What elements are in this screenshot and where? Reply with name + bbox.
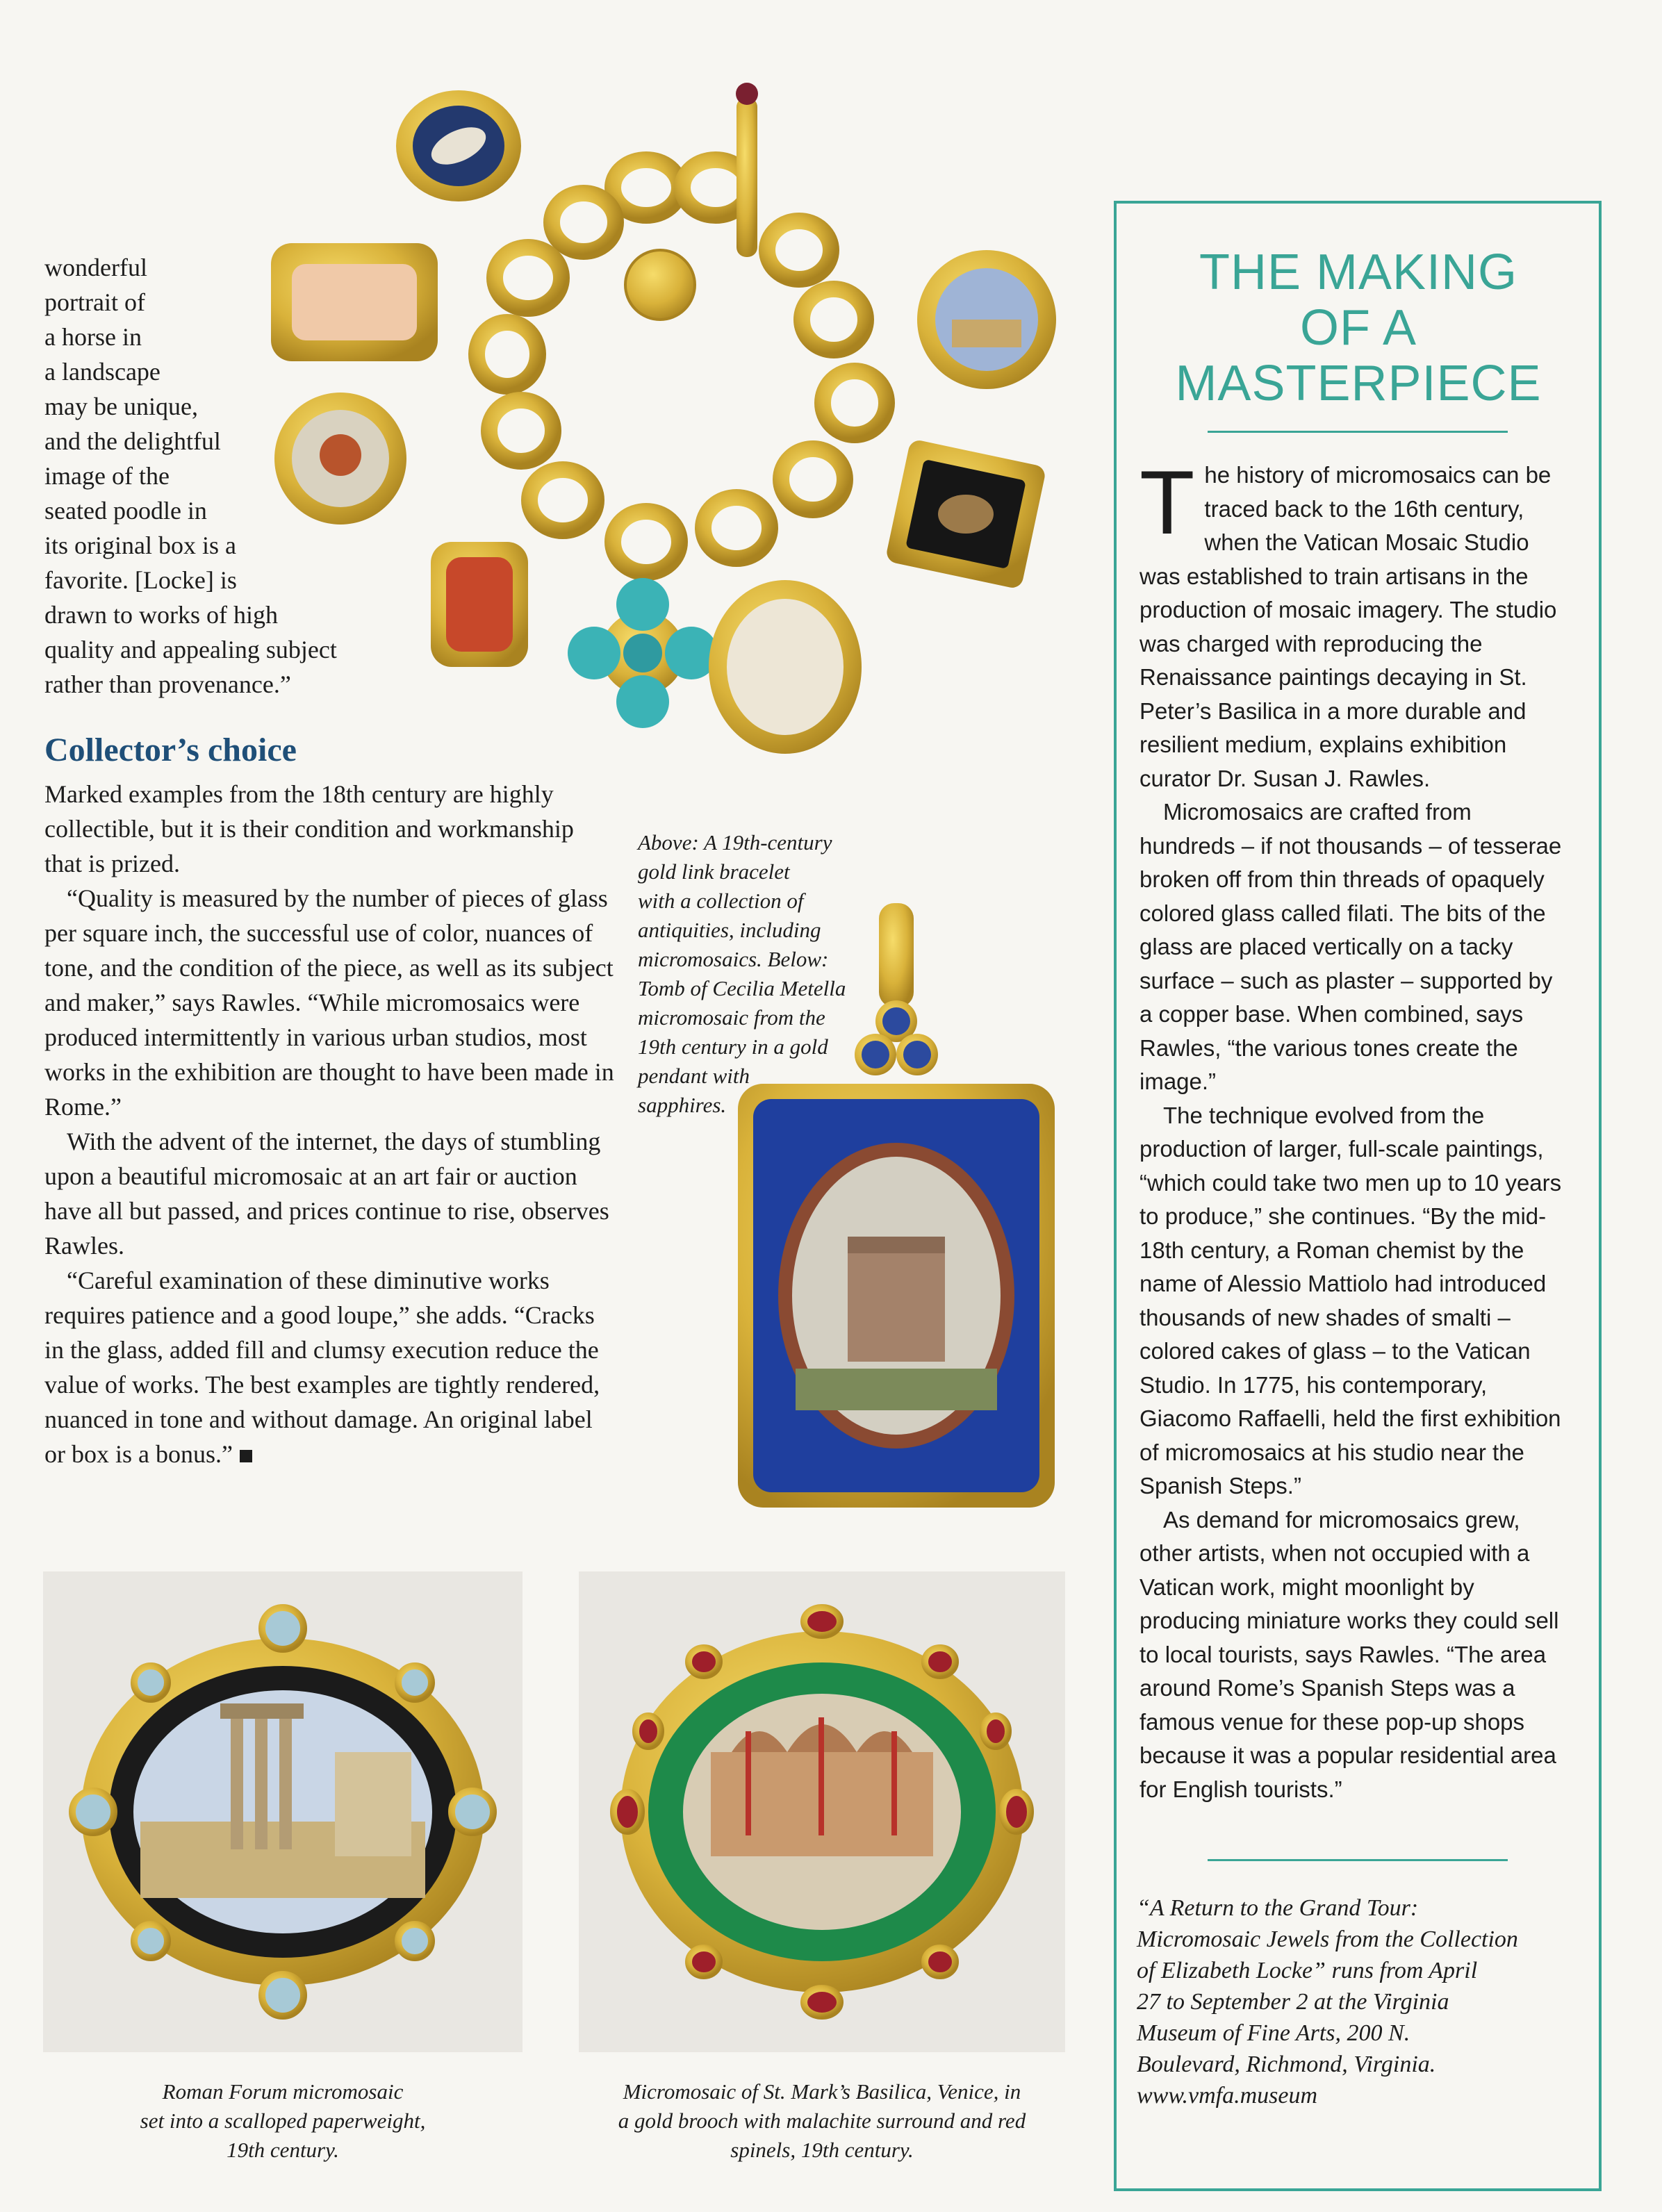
body-paragraph: With the advent of the internet, the days of stumbling upon a beautiful micromosaic at an art fair or auction have all but passed, and prices continue to rise, observes Rawles. <box>44 1128 609 1260</box>
section-body <box>44 777 614 1471</box>
roman-forum-caption <box>43 2077 523 2165</box>
caption-line: pendant with <box>638 1064 750 1088</box>
caption-line: Above: A 19th-century <box>638 830 832 855</box>
sidebar-paragraph: The technique evolved from the production of larger, full-scale paintings, “which could take two men up to 10 years to produce,” she continues. “By the mid-18th century, a Roman chemist by the name of Alessio Mattiolo had introduced thousands of new shades of smalti – colored cakes of glass – to the Vatican Studio. In 1775, his contemporary, Giacomo Raffaelli, held the first exhibition of micromosaics at his studio near the Spanish Steps.” <box>1139 1102 1562 1499</box>
sidebar-top-rule <box>1208 431 1508 433</box>
dropcap: T <box>1139 452 1195 553</box>
intro-line: favorite. [Locke] is <box>44 566 237 594</box>
exhibition-note-line: 27 to September 2 at the Virginia <box>1137 1989 1449 2015</box>
intro-line: drawn to works of high <box>44 601 278 629</box>
sidebar-paragraph: As demand for micromosaics grew, other artists, when not occupied with a Vatican work, might moonlight by producing miniature works they could sell to local tourists, says Rawles. “The area around Rome’s Spanish Steps was a famous venue for these pop-up shops because it was a popular residential area for English tourists.” <box>1139 1506 1559 1802</box>
st-marks-caption <box>579 2077 1065 2165</box>
sidebar-title-line: MASTERPIECE <box>1175 356 1542 411</box>
intro-line: a horse in <box>44 323 142 351</box>
end-mark-icon <box>240 1450 252 1462</box>
exhibition-note <box>1137 1892 1581 2111</box>
sidebar-lead-paragraph <box>1139 452 1570 795</box>
caption-line: gold link bracelet <box>638 859 790 884</box>
caption-line: a gold brooch with malachite surround and red <box>618 2108 1026 2133</box>
caption-line: antiquities, including <box>638 918 821 942</box>
caption-line: 19th century. <box>227 2138 339 2162</box>
sapphire-cluster <box>855 1000 938 1075</box>
caption-line: micromosaics. Below: <box>638 947 829 971</box>
caption-line: Roman Forum micromosaic <box>162 2079 404 2104</box>
intro-line: its original box is a <box>44 531 236 559</box>
sidebar-title-line: THE MAKING <box>1199 245 1518 300</box>
sidebar-lead-line: traced back to the 16th century, <box>1204 495 1524 522</box>
turquoise-cross-charm <box>568 578 718 728</box>
exhibition-note-line: Micromosaic Jewels from the Collection <box>1137 1926 1518 1952</box>
pendant-bail <box>879 903 914 1007</box>
bracelet-chain <box>477 160 887 572</box>
body-paragraph: Marked examples from the 18th century are highly collectible, but it is their condition and workmanship that is prized. <box>44 780 574 877</box>
intro-line: quality and appealing subject <box>44 636 337 663</box>
caption-line: set into a scalloped paperweight, <box>140 2108 426 2133</box>
st-marks-photo <box>579 1571 1065 2052</box>
intro-line: seated poodle in <box>44 497 207 525</box>
caption-line: spinels, 19th century. <box>730 2138 914 2162</box>
sidebar-title-line: OF A <box>1299 300 1417 356</box>
intro-line: a landscape <box>44 358 161 386</box>
body-paragraph <box>44 1263 614 1471</box>
caption-line: Tomb of Cecilia Metella <box>638 976 846 1000</box>
roman-forum-photo <box>43 1571 523 2052</box>
exhibition-note-line: of Elizabeth Locke” runs from April <box>1137 1958 1478 1983</box>
sidebar-lead-line: he history of micromosaics can be <box>1204 462 1552 488</box>
caption-line: Micromosaic of St. Mark’s Basilica, Venice, in <box>623 2079 1021 2104</box>
intro-line: and the delightful <box>44 427 221 455</box>
exhibition-note-line: Museum of Fine Arts, 200 N. <box>1137 2020 1410 2046</box>
sidebar-lead-rest: was established to train artisans in the production of mosaic imagery. The studio was charged with reproducing the Renaissance paintings decaying in St. Peter’s Basilica in a more durable and resilient medium, explains exhibition curator Dr. Susan J. Rawles. <box>1139 563 1557 791</box>
body-paragraph: “Quality is measured by the number of pieces of glass per square inch, the successful use of color, nuances of tone, and the condition of the piece, as well as its subject and maker,” says Rawles. “While micromosaics were produced intermittently in various urban studios, most works in the exhibition are thought to have been made in Rome.” <box>44 884 614 1121</box>
section-heading: Collector’s choice <box>44 732 297 768</box>
exhibition-note-line: www.vmfa.museum <box>1137 2083 1318 2108</box>
sidebar-title <box>1126 245 1591 411</box>
intro-line: may be unique, <box>44 393 198 420</box>
sidebar-lead-line: when the Vatican Mosaic Studio <box>1204 529 1529 555</box>
pendant-photo <box>730 896 1077 1521</box>
caption-line: sapphires. <box>638 1093 727 1117</box>
caption-line: 19th century in a gold <box>638 1034 828 1059</box>
caption-line: micromosaic from the <box>638 1005 825 1030</box>
intro-line: rather than provenance.” <box>44 670 291 698</box>
intro-line: image of the <box>44 462 170 490</box>
gold-coin-charm <box>625 250 695 320</box>
intro-paragraph <box>44 250 406 702</box>
exhibition-note-line: Boulevard, Richmond, Virginia. <box>1137 2052 1436 2077</box>
sidebar-body <box>1139 452 1570 1806</box>
sidebar-paragraph: Micromosaics are crafted from hundreds – if not thousands – of tesserae broken off from thin threads of opaquely colored glass called filati. The bits of the glass are placed vertically on a tacky surface – such as plaster – supported by a copper base. When combined, says Rawles, “the various tones create the image.” <box>1139 799 1562 1094</box>
toggle-bar <box>737 97 757 257</box>
intro-line: wonderful <box>44 254 147 281</box>
body-paragraph-text: “Careful examination of these diminutive works requires patience and a good loupe,” she adds. “Cracks in the glass, added fill and clumsy execution reduce the value of works. The best examples are tightly rendered, nuanced in tone and without damage. An original label or box is a bonus.” <box>44 1266 600 1468</box>
intro-line: portrait of <box>44 288 145 316</box>
sidebar-bottom-rule <box>1208 1859 1508 1861</box>
caption-line: with a collection of <box>638 889 804 913</box>
exhibition-note-line: “A Return to the Grand Tour: <box>1137 1895 1419 1921</box>
